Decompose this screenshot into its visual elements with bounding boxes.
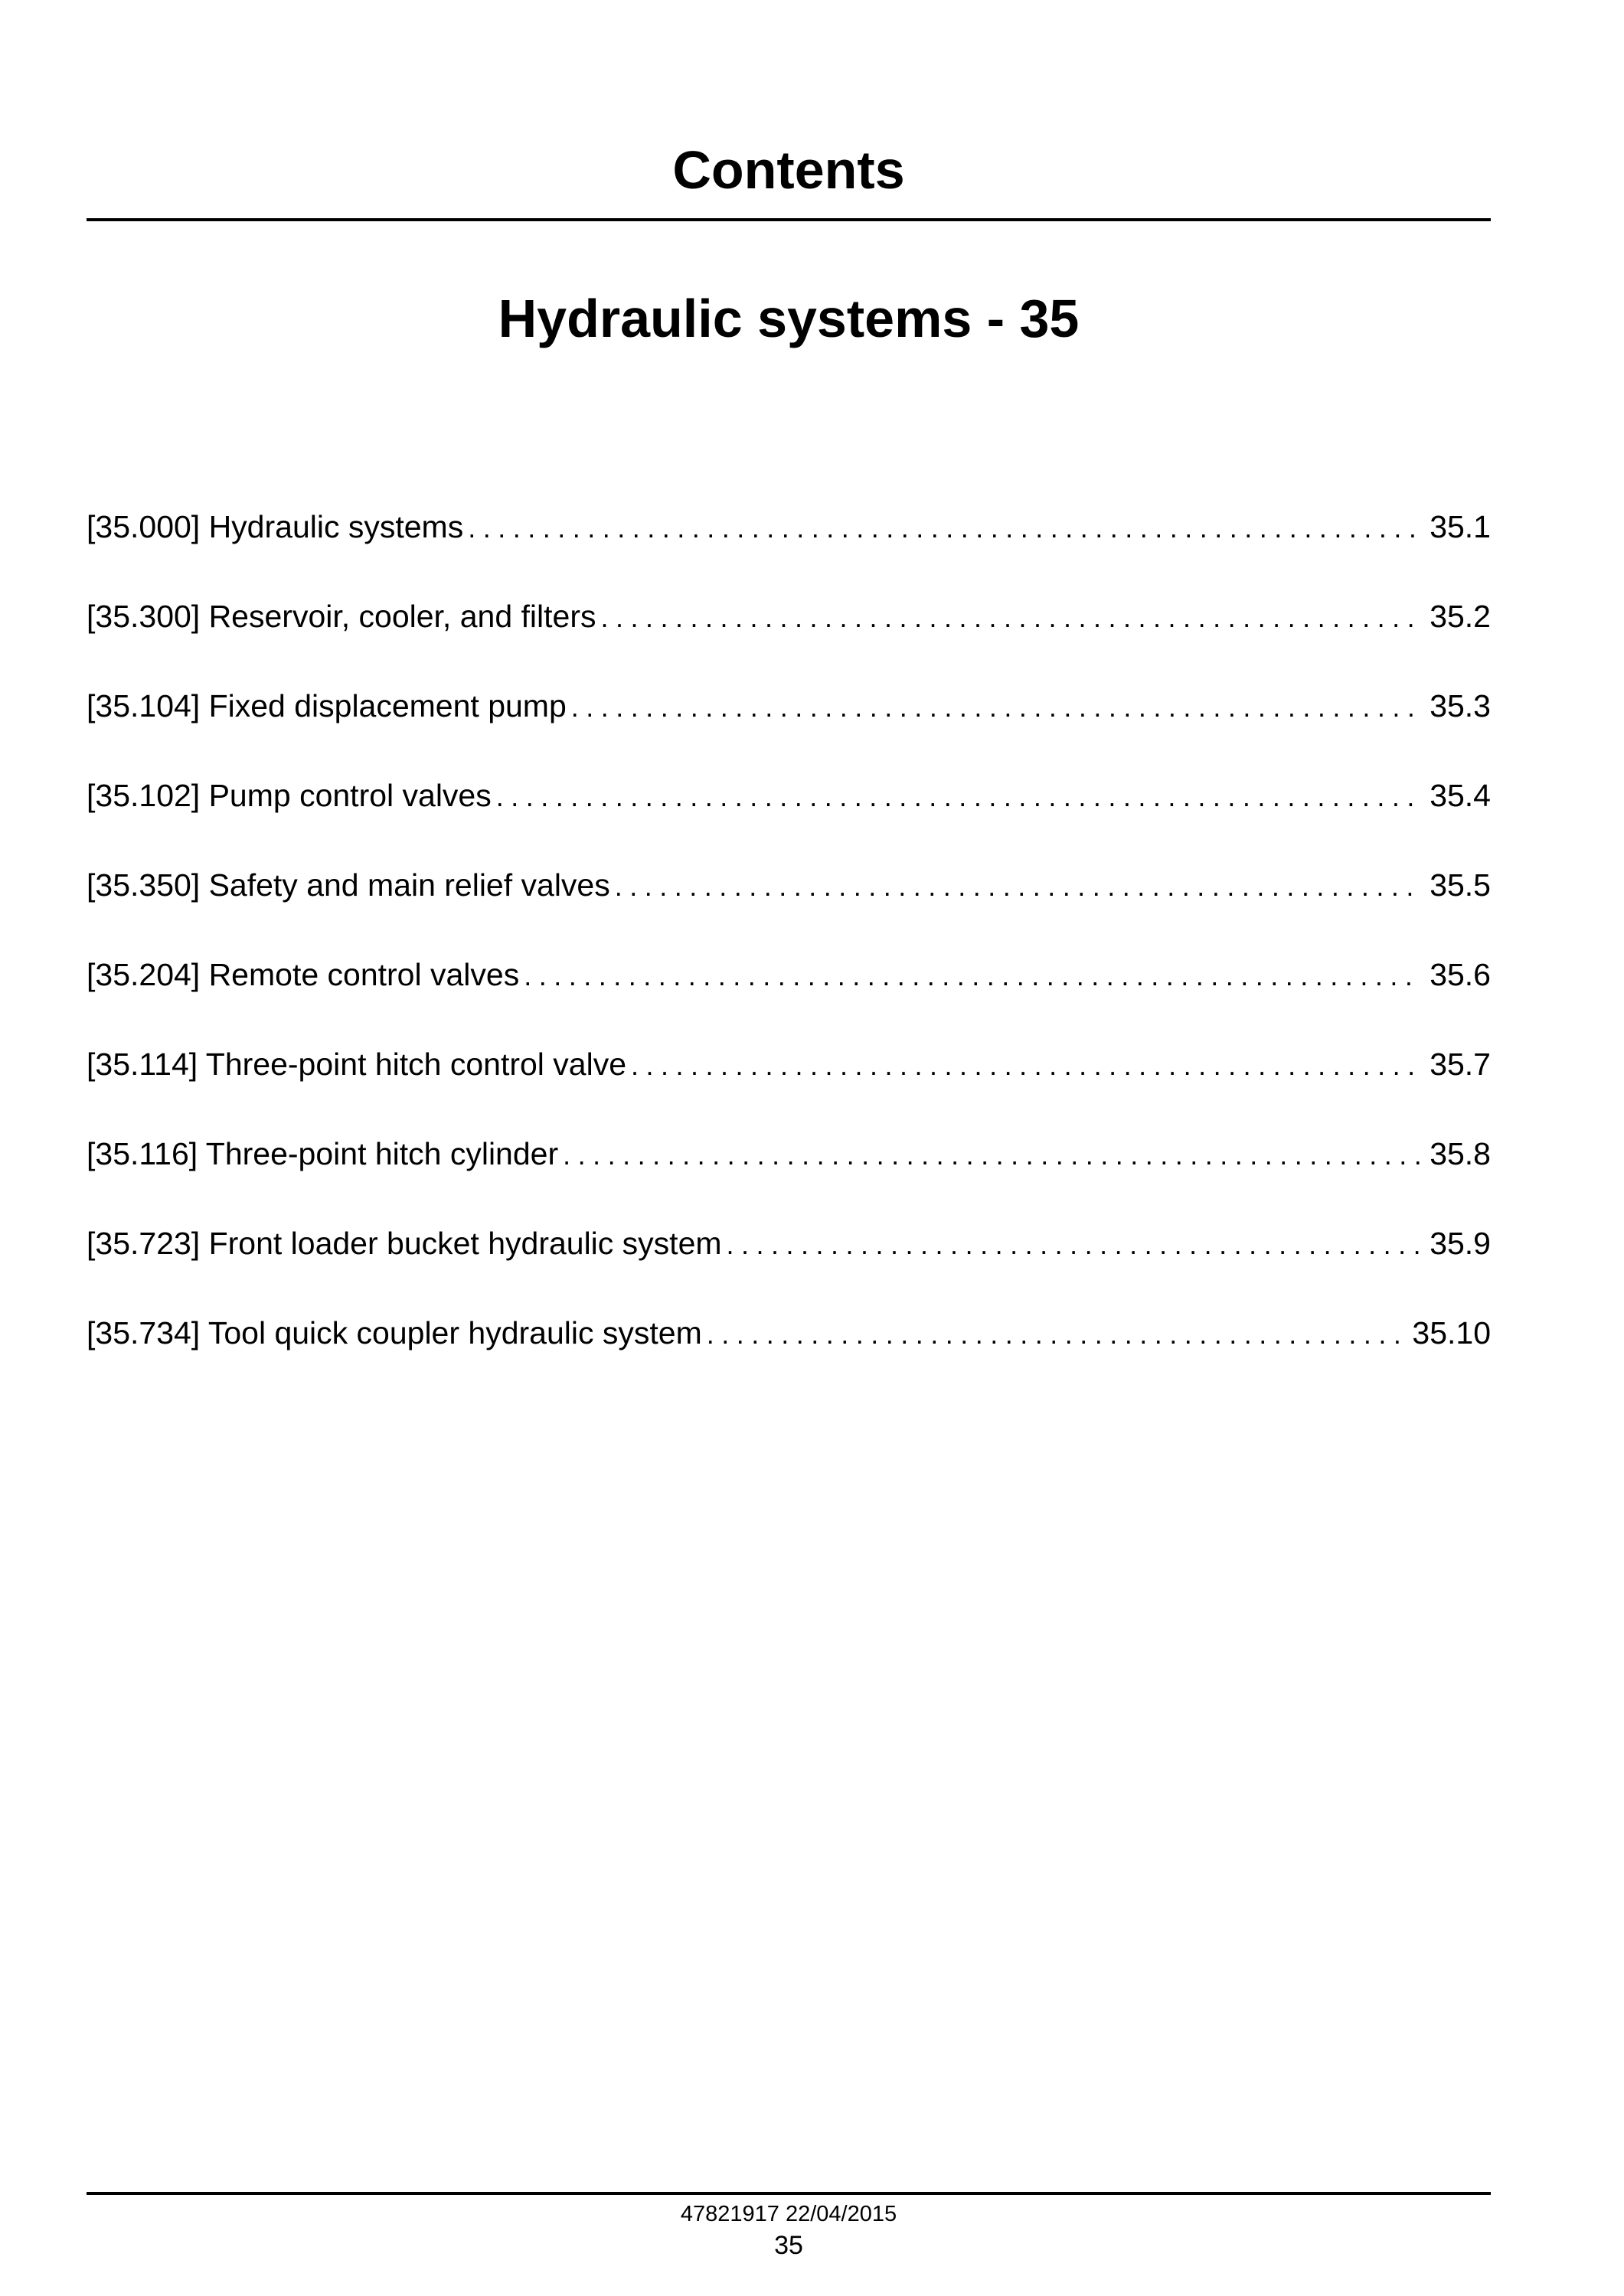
toc-entry-page: 35.3 [1430,688,1491,723]
dot-leader [468,507,1420,550]
toc-entry-page: 35.8 [1430,1136,1491,1171]
toc-entry-label: [35.114] Three-point hitch control valve [87,1047,627,1082]
toc-entry-label: [35.734] Tool quick coupler hydraulic system [87,1315,702,1350]
dot-leader [563,1134,1420,1177]
dot-leader [600,596,1420,639]
toc-entry-label: [35.300] Reservoir, cooler, and filters [87,599,596,634]
dot-leader [707,1313,1403,1356]
toc-entry-label: [35.204] Remote control valves [87,957,520,992]
dot-leader [615,865,1420,908]
toc-entry[interactable] [87,864,1491,953]
toc-entry[interactable] [87,953,1491,1043]
toc-entry-label: [35.723] Front loader bucket hydraulic system [87,1226,722,1261]
footer-document-reference: 47821917 22/04/2015 [680,2202,897,2226]
toc-entry[interactable] [87,595,1491,684]
footer-divider [87,2192,1491,2195]
dot-leader [571,686,1420,729]
toc-entry-page: 35.10 [1412,1315,1491,1350]
toc-entry-label: [35.104] Fixed displacement pump [87,688,567,723]
toc-entry-page: 35.7 [1430,1047,1491,1082]
toc-entry-page: 35.1 [1430,509,1491,544]
dot-leader [727,1223,1421,1266]
toc-entry[interactable] [87,774,1491,864]
table-of-contents [87,505,1491,1401]
toc-entry-page: 35.4 [1430,778,1491,813]
toc-entry[interactable] [87,1043,1491,1132]
toc-entry[interactable] [87,505,1491,595]
toc-entry-label: [35.000] Hydraulic systems [87,509,464,544]
toc-entry-page: 35.9 [1430,1226,1491,1261]
toc-entry[interactable] [87,684,1491,774]
toc-entry-label: [35.350] Safety and main relief valves [87,867,610,903]
dot-leader [524,955,1420,998]
toc-entry[interactable] [87,1222,1491,1311]
toc-entry-page: 35.6 [1430,957,1491,992]
section-title: Hydraulic systems - 35 [498,289,1080,348]
toc-entry[interactable] [87,1132,1491,1222]
dot-leader [496,776,1420,818]
header-divider [87,218,1491,221]
toc-entry-label: [35.116] Three-point hitch cylinder [87,1136,559,1171]
toc-entry-label: [35.102] Pump control valves [87,778,492,813]
page-title: Contents [672,140,905,200]
toc-entry[interactable] [87,1311,1491,1401]
footer-page-number: 35 [774,2231,803,2260]
toc-entry-page: 35.2 [1430,599,1491,634]
toc-entry-page: 35.5 [1430,867,1491,903]
dot-leader [631,1044,1420,1087]
